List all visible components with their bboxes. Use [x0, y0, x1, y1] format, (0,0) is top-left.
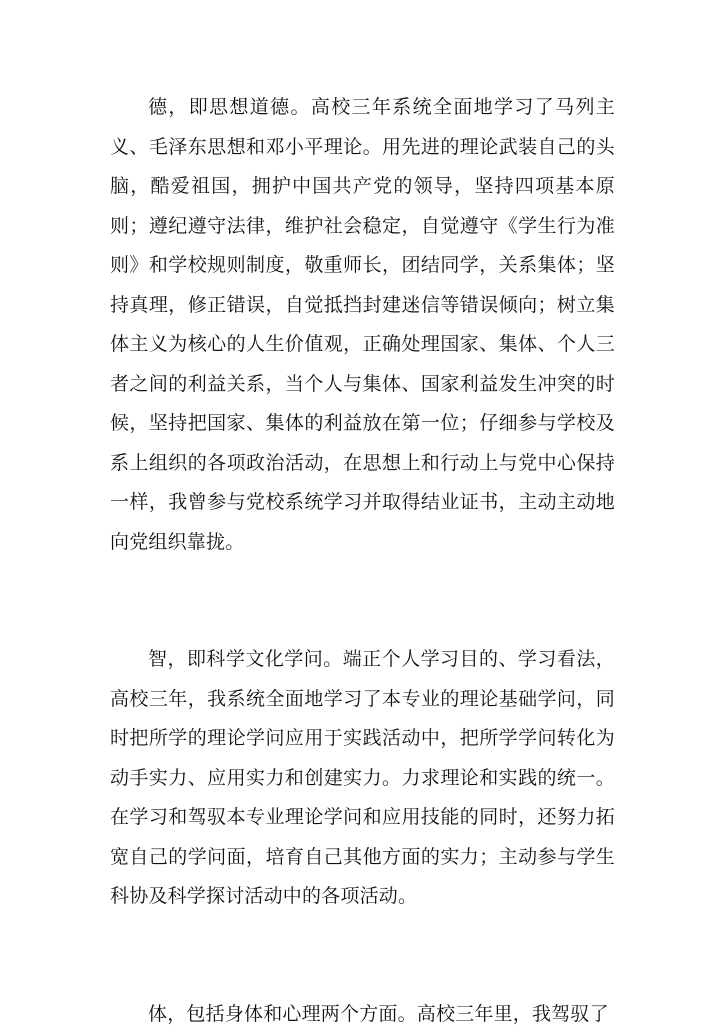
paragraph-gap	[110, 562, 615, 640]
document-page	[110, 88, 615, 1034]
paragraph-gap	[110, 917, 615, 995]
paragraph-moral: 德，即思想道德。高校三年系统全面地学习了马列主义、毛泽东思想和邓小平理论。用先进的理论武装自己的头脑，酷爱祖国，拥护中国共产党的领导，坚持四项基本原则；遵纪遵守法律，维护社会稳定，自觉遵守《学生行为准则》和学校规则制度，敬重师长，团结同学，关系集体；坚持真理，修正错误，自觉抵挡封建迷信等错误倾向；树立集体主义为核心的人生价值观，正确处理国家、集体、个人三者之间的利益关系，当个人与集体、国家利益发生冲突的时候，坚持把国家、集体的利益放在第一位；仔细参与学校及系上组织的各项政治活动，在思想上和行动上与党中心保持一样，我曾参与党校系统学习并取得结业证书，主动主动地向党组织靠拢。	[110, 88, 615, 562]
paragraph-intellect: 智，即科学文化学问。端正个人学习目的、学习看法，高校三年，我系统全面地学习了本专业的理论基础学问，同时把所学的理论学问应用于实践活动中，把所学学问转化为动手实力、应用实力和创建实力。力求理论和实践的统一。在学习和驾驭本专业理论学问和应用技能的同时，还努力拓宽自己的学问面，培育自己其他方面的实力；主动参与学生科协及科学探讨活动中的各项活动。	[110, 640, 615, 917]
paragraph-physical: 体，包括身体和心理两个方面。高校三年里，我驾驭了	[110, 995, 615, 1034]
